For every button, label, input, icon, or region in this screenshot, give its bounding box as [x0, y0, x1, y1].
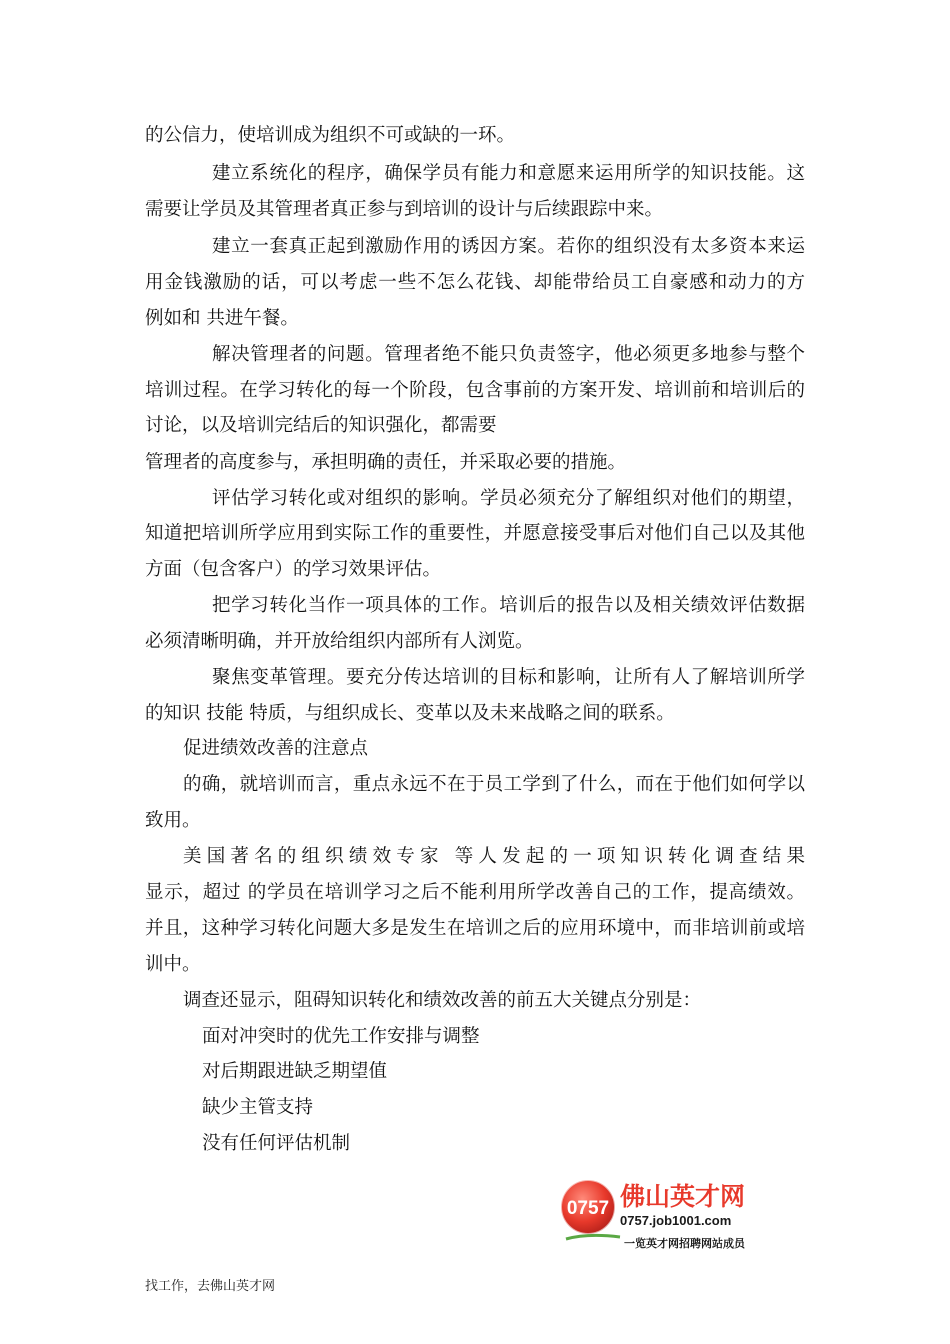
text-line: 培训过程。在学习转化的每一个阶段，包含事前的方案开发、培训前和培训后的	[145, 380, 805, 401]
logo-tagline: 一览英才网招聘网站成员	[624, 1237, 745, 1250]
text-line: 训中。	[145, 954, 201, 975]
site-logo	[558, 1177, 788, 1257]
logo-site-url: 0757.job1001.com	[620, 1213, 732, 1228]
text-line: 的确，就培训而言，重点永远不在于员工学到了什么，而在于他们如何学以	[183, 774, 805, 795]
text-line: 显示，超过 的学员在培训学习之后不能利用所学改善自己的工作，提高绩效。	[145, 882, 805, 903]
text-line: 必须清晰明确，并开放给组织内部所有人浏览。	[145, 631, 534, 652]
text-line: 需要让学员及其管理者真正参与到培训的设计与后续跟踪中来。	[145, 199, 664, 220]
page-footer: 找工作，去佛山英才网	[145, 1279, 276, 1294]
text-line: 讨论，以及培训完结后的知识强化，都需要	[145, 415, 497, 436]
text-line: 用金钱激励的话，可以考虑一些不怎么花钱、却能带给员工自豪感和动力的方	[145, 272, 805, 293]
text-line: 聚焦变革管理。要充分传达培训的目标和影响，让所有人了解培训所学	[212, 667, 805, 688]
text-line: 调查还显示，阻碍知识转化和绩效改善的前五大关键点分别是：	[183, 990, 702, 1011]
text-line: 对后期跟进缺乏期望值	[202, 1061, 388, 1082]
text-line: 管理者的高度参与，承担明确的责任，并采取必要的措施。	[145, 452, 627, 473]
logo-badge-text: 0757	[566, 1198, 610, 1219]
text-line: 致用。	[145, 810, 201, 831]
text-line: 美国著名的组织绩效专家 等人发起的一项知识转化调查结果	[183, 846, 805, 867]
text-line: 知道把培训所学应用到实际工作的重要性，并愿意接受事后对他们自己以及其他	[145, 523, 805, 544]
text-line: 把学习转化当作一项具体的工作。培训后的报告以及相关绩效评估数据	[212, 595, 805, 616]
text-line: 例如和 共进午餐。	[145, 308, 299, 329]
text-line: 缺少主管支持	[202, 1097, 314, 1118]
text-line: 评估学习转化或对组织的影响。学员必须充分了解组织对他们的期望，	[212, 488, 805, 509]
text-line: 的公信力，使培训成为组织不可或缺的一环。	[145, 125, 516, 146]
text-line: 面对冲突时的优先工作安排与调整	[202, 1026, 480, 1047]
text-line: 建立系统化的程序，确保学员有能力和意愿来运用所学的知识技能。这	[212, 163, 805, 184]
text-line: 解决管理者的问题。管理者绝不能只负责签字，他必须更多地参与整个	[212, 344, 805, 365]
text-line: 方面（包含客户）的学习效果评估。	[145, 559, 442, 580]
text-line: 没有任何评估机制	[202, 1133, 351, 1154]
logo-swoosh	[566, 1235, 620, 1239]
text-line: 并且，这种学习转化问题大多是发生在培训之后的应用环境中，而非培训前或培	[145, 918, 805, 939]
text-line: 的知识 技能 特质，与组织成长、变革以及未来战略之间的联系。	[145, 703, 675, 724]
text-line: 建立一套真正起到激励作用的诱因方案。若你的组织没有太多资本来运	[212, 236, 805, 257]
text-line: 促进绩效改善的注意点	[183, 738, 369, 759]
logo-site-name: 佛山英才网	[620, 1182, 746, 1211]
